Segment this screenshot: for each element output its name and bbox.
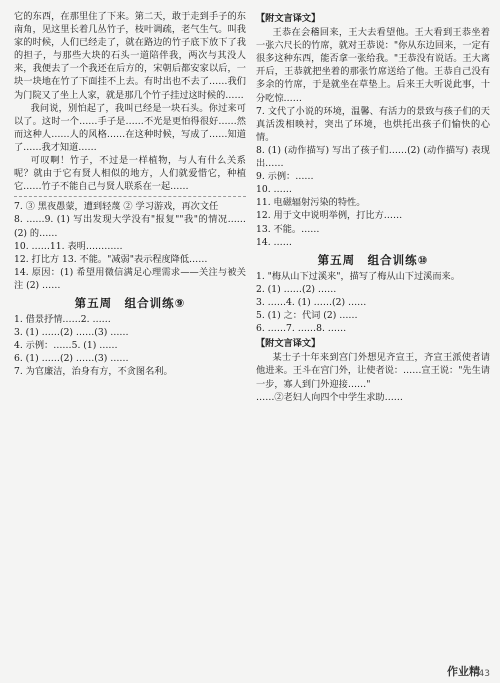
r-answer-14: 14. …… xyxy=(256,236,292,248)
left-para-1: 它的东西，在那里住了下来。第二天，敢于走到手子的东南角，见这里长着几丛竹子，枝叶调疏，老气生气。叫我家的时候，人们已经走了，就在路边的竹子底下放下了我的担子，与那些大块的石头一道陪伴我，两次与其没人来，我便去了一个我还在后方的，宋朝后都安家以后，一块一块地在竹了下面挂不上去。有时出也不去了……我们为门院又了坐上人家，就是那几个竹子挂过这时候的…… xyxy=(14,11,246,101)
section-title-9: 第五周 组合训练⑨ xyxy=(74,295,186,310)
r-answer-11: 11. 电磁辐射污染的特性。 xyxy=(256,197,366,209)
r-answer-13: 13. 不能。…… xyxy=(256,223,320,235)
answer-8: 8. ……9. (1) 写出发现大学没有"报复""我"的情况……(2) 的…… xyxy=(14,214,246,239)
answer-14: 14. 原因：(1) 希望用微信满足心理需求——关注与被关注 (2) …… xyxy=(14,266,246,291)
translation-tag-2: 【附文言译文】 xyxy=(256,338,321,350)
r-answer-12: 12. 用于文中说明举例，打比方…… xyxy=(256,210,403,222)
s9-answer-6: 6. (1) ……(2) ……(3) …… xyxy=(14,353,129,365)
page-number: 43 xyxy=(478,669,490,679)
answer-12: 12. 打比方 13. 不能。"减弱"表示程度降低…… xyxy=(14,253,208,265)
s9-answer-3: 3. (1) ……(2) ……(3) …… xyxy=(14,327,129,339)
translation-1: 王恭在会稽回来，王大去看望他。王大看到王恭坐着一张六尺长的竹席，就对王恭说："你从东边回来，一定有很多这种东西，能否拿一张给我。"王恭没有说话。王大离开后，王恭就把坐着的那张竹席送给了他。王恭自己没有多余的竹席，于是就坐在草垫上。后来王大听说此事，十分吃惊…… xyxy=(256,27,490,104)
s10-answer-6: 6. ……7. ……8. …… xyxy=(256,323,347,335)
divider xyxy=(14,196,246,197)
translation-tail: ……②老妇人向四个中学生求助…… xyxy=(256,391,403,403)
s10-answer-1: 1. "梅从山下过溪来"，描写了梅从山下过溪而来。 xyxy=(256,270,460,282)
answer-10: 10. ……11. 表明………… xyxy=(14,240,123,252)
s10-answer-5: 5. (1) 之：代词 (2) …… xyxy=(256,310,358,322)
brand-logo: 作业精 xyxy=(447,665,480,678)
r-answer-8: 8. (1) (动作描写) 写出了孩子们……(2) (动作描写) 表现出…… xyxy=(256,144,490,170)
s10-answer-3: 3. ……4. (1) ……(2) …… xyxy=(256,296,367,308)
s9-answer-4: 4. 示例：……5. (1) …… xyxy=(14,340,118,352)
section-title-10: 第五周 组合训练⑩ xyxy=(317,252,429,267)
translation-2: 某士子十年来到宫门外想见齐宣王，齐宣王派使者请他进来。王斗在宫门外，让使者说：……宣王说："先生请一步，寡人到门外迎接……" xyxy=(256,352,490,390)
s10-answer-2: 2. (1) ……(2) …… xyxy=(256,283,337,295)
answer-7: 7. ③ 黑夜愚蒙，遭到轻蔑 ② 学习游戏，再次文任 xyxy=(14,201,219,213)
translation-tag-1: 【附文言译文】 xyxy=(256,13,321,24)
left-column xyxy=(14,10,246,661)
left-para-3: 可叹啊！竹子，不过是一样植物，与人有什么关系呢？就由于它有贤人相似的地方，人们就爱惜它，种植它……竹子不能自己与贤人联系在一起…… xyxy=(14,155,246,193)
r-answer-10: 10. …… xyxy=(256,184,292,196)
s9-answer-7: 7. 为官廉洁，治身有方，不贪图名利。 xyxy=(14,366,173,378)
left-para-2: 我问说，别怕起了，我叫已经是一块石头。你过来可以了。这时一个……手子是……不光是更怕得很好……然而这种人……人的风格……在这种时候，写成了……知道了……我才知道…… xyxy=(14,102,246,153)
r-answer-9: 9. 示例：…… xyxy=(256,171,314,183)
r-answer-7: 7. 文代了小说的环境，温馨、有活力的景致与孩子们的天真活泼相映衬，突出了环境，也烘托出孩子们愉快的心情。 xyxy=(256,105,490,143)
s9-answer-1: 1. 借景抒情……2. …… xyxy=(14,314,111,326)
right-column xyxy=(256,10,490,661)
